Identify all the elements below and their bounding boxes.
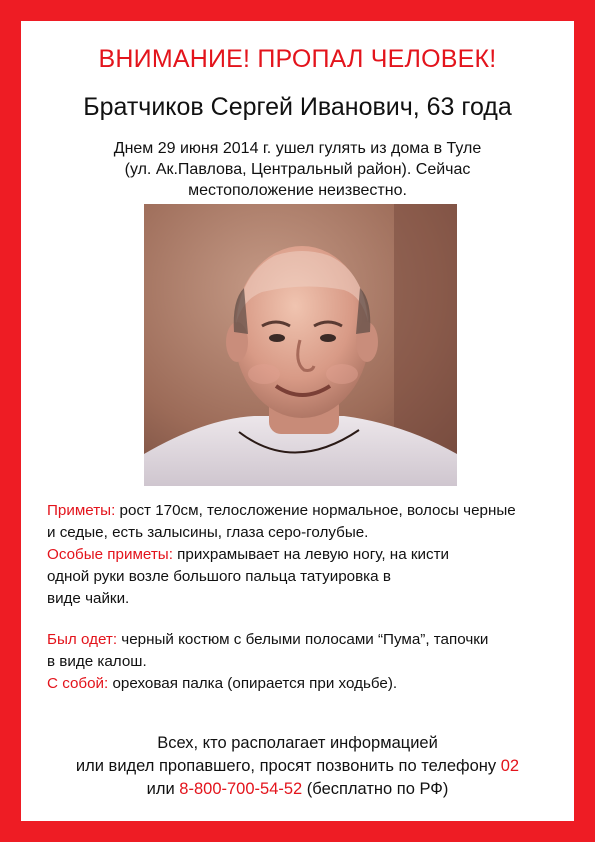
description-block xyxy=(47,500,567,695)
appeal-text: (бесплатно по РФ) xyxy=(302,780,449,798)
signs-text: рост 170см, телосложение нормальное, волосы черные xyxy=(115,502,516,519)
person-photo xyxy=(144,204,457,486)
signs-paragraph xyxy=(47,500,567,544)
clothes-label: Был одет: xyxy=(47,631,118,648)
special-signs-text: прихрамывает на левую ногу, на кисти xyxy=(172,546,450,563)
missing-person-name: Братчиков Сергей Иванович, 63 года xyxy=(83,93,512,121)
special-signs-text: одной руки возле большого пальца татуировка в xyxy=(47,568,391,585)
poster-headline: ВНИМАНИЕ! ПРОПАЛ ЧЕЛОВЕК! xyxy=(98,45,497,73)
belongings-paragraph xyxy=(47,673,567,695)
special-signs-label: Особые приметы: xyxy=(47,546,173,563)
intro-text xyxy=(61,138,534,201)
signs-text: и седые, есть залысины, глаза серо-голубые. xyxy=(47,524,369,541)
belongings-text: ореховая палка (опирается при ходьбе). xyxy=(108,675,398,692)
hotline-phone: 8-800-700-54-52 xyxy=(179,780,303,798)
special-signs-text: виде чайки. xyxy=(47,590,130,607)
clothes-text: черный костюм с белыми полосами “Пума”, тапочки xyxy=(117,631,489,648)
appeal-line: Всех, кто располагает информацией xyxy=(157,734,438,752)
appeal-text: или xyxy=(146,780,180,798)
signs-label: Приметы: xyxy=(47,502,116,519)
special-signs-paragraph xyxy=(47,544,567,610)
belongings-label: С собой: xyxy=(47,675,109,692)
poster-sheet xyxy=(21,21,574,821)
intro-line: Днем 29 июня 2014 г. ушел гулять из дома в Туле xyxy=(113,140,482,157)
clothes-paragraph xyxy=(47,629,567,673)
appeal-text: или видел пропавшего, просят позвонить по телефону xyxy=(75,757,501,775)
clothes-text: в виде калош. xyxy=(47,653,147,670)
intro-line: местоположение неизвестно. xyxy=(188,182,407,199)
appeal-line xyxy=(21,755,574,778)
appeal-line xyxy=(21,778,574,801)
intro-line: (ул. Ак.Павлова, Центральный район). Сейчас xyxy=(124,161,471,178)
portrait-photo-icon xyxy=(144,204,457,486)
contact-appeal xyxy=(21,732,574,801)
police-phone: 02 xyxy=(500,757,520,775)
